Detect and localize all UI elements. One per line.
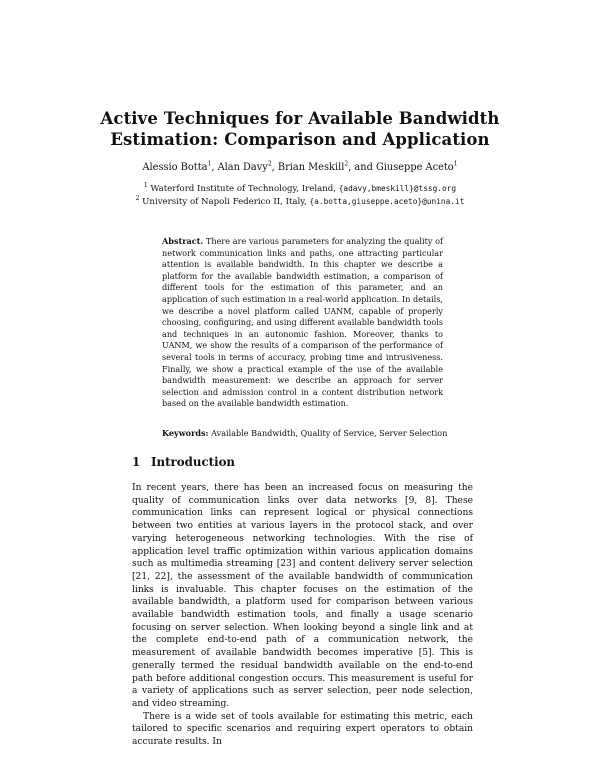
abstract-label: Abstract. <box>162 236 204 246</box>
keywords-label: Keywords: <box>162 428 209 438</box>
affiliation-email: {adavy,bmeskill}@tssg.org <box>338 184 457 193</box>
paper-title <box>0 108 600 150</box>
body-text <box>132 482 473 749</box>
abstract-text: There are various parameters for analyzing the quality of network communication links and paths, one attracting particular attention is available bandwidth. In this chapter we describe a platform for the available bandwidth estimation, a comparison of different tools for the estimation of this parameter, and an application of such estimation in a real-world application. In details, we describe a novel platform called UANM, capable of properly choosing, configuring, and using different available bandwidth tools and techniques in an autonomic fashion. Moreover, thanks to UANM, we show the results of a comparison of the performance of several tools in terms of accuracy, probing time and intrusiveness. Finally, we show a practical example of the use of the available bandwidth measurement: we describe an approach for server selection and admission control in a content distribution network based on the available bandwidth estimation. <box>162 236 443 409</box>
affiliation-text: University of Napoli Federico II, Italy, <box>142 197 307 207</box>
author-affil-mark: 2 <box>344 160 349 168</box>
affiliation-email: {a.botta,giuseppe.aceto}@unina.it <box>309 197 465 206</box>
keywords-text: Available Bandwidth, Quality of Service, Server Selection <box>211 428 448 438</box>
section-heading <box>132 455 235 469</box>
affiliation-2 <box>0 197 600 207</box>
keywords <box>162 428 452 438</box>
affiliation-1 <box>0 184 600 194</box>
paragraph: There is a wide set of tools available for estimating this metric, each tailored to specific scenarios and requiring expert operators to obtain accurate results. In <box>132 711 473 748</box>
author-affil-mark: 1 <box>453 160 458 168</box>
affiliation-mark: 2 <box>135 195 140 203</box>
abstract <box>162 236 443 410</box>
author-list: Alessio Botta$^1$, Alan Davy$^2$, Brian Meskill$^2$, and Giuseppe Aceto$^1$ <box>142 160 458 173</box>
title-line-2: Estimation: Comparison and Application <box>110 130 490 149</box>
author-name: Alan Davy <box>217 162 268 173</box>
author-affil-mark: 2 <box>267 160 272 168</box>
author-name: Brian Meskill <box>277 162 345 173</box>
title-line-1: Active Techniques for Available Bandwidth <box>100 109 500 128</box>
affiliation-mark: 1 <box>143 182 148 190</box>
author-name: Alessio Botta <box>142 162 208 173</box>
author-affil-mark: 1 <box>207 160 212 168</box>
affiliation-text: Waterford Institute of Technology, Ireland, <box>150 184 336 194</box>
paragraph: In recent years, there has been an increased focus on measuring the quality of communication links over data networks [9, 8]. These communication links can represent logical or physical connections between two entities at various layers in the protocol stack, and over varying heterogeneous networking technologies. With the rise of application level traffic optimization within various application domains such as multimedia streaming [23] and content delivery server selection [21, 22], the assessment of the available bandwidth of communication links is invaluable. This chapter focuses on the estimation of the available bandwidth, a platform used for comparison between various available bandwidth estimation tools, and finally a usage scenario focusing on server selection. When looking beyond a single link and at the complete end-to-end path of a communication network, the measurement of available bandwidth becomes imperative [5]. This is generally termed the residual bandwidth available on the end-to-end path before additional congestion occurs. This measurement is useful for a variety of applications such as server selection, peer node selection, and video streaming. <box>132 483 473 709</box>
section-title: Introduction <box>151 455 236 469</box>
section-number: 1 <box>132 455 141 469</box>
author-name: and Giuseppe Aceto <box>354 162 454 173</box>
